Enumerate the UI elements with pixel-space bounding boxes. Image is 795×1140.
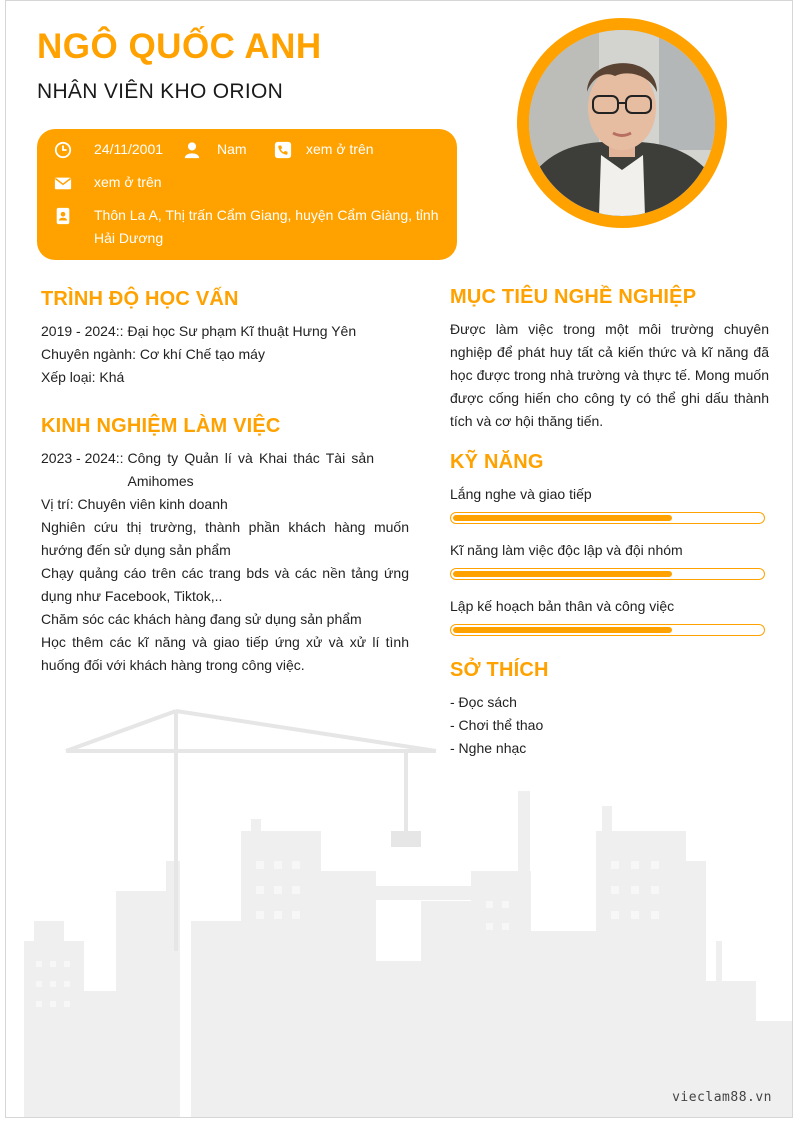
skill-bar-fill [453, 515, 672, 521]
education-grade: Xếp loại: Khá [41, 369, 125, 385]
skill-bar [450, 568, 765, 580]
contact-info-box [37, 129, 457, 260]
address-book-icon [54, 204, 74, 227]
education-entry [41, 320, 411, 343]
candidate-name: NGÔ QUỐC ANH [37, 27, 322, 66]
experience-company: Công ty Quản lí và Khai thác Tài sản Amihomes [127, 450, 374, 489]
experience-duty: Chạy quảng cáo trên các trang bds và các nền tảng ứng dụng như Facebook, Tiktok,.. [41, 565, 409, 604]
user-icon [183, 138, 203, 161]
contact-address [54, 204, 444, 250]
experience-title: KINH NGHIỆM LÀM VIỆC [41, 415, 281, 437]
experience-period: 2023 - 2024:: [41, 450, 124, 466]
education-period: 2019 - 2024:: [41, 323, 124, 339]
birthday-value: 24/11/2001 [94, 141, 164, 157]
skill-bar-fill [453, 627, 672, 633]
envelope-icon [54, 171, 74, 194]
site-watermark: vieclam88.vn [672, 1090, 772, 1105]
objective-title: MỤC TIÊU NGHỀ NGHIỆP [450, 286, 697, 308]
hobby-item: - Chơi thể thao [450, 717, 544, 733]
education-school: Đại học Sư phạm Kĩ thuật Hưng Yên [127, 323, 357, 339]
clock-icon [54, 138, 74, 161]
experience-duty: Nghiên cứu thị trường, thành phần khách hàng muốn hướng đến sử dụng sản phẩm [41, 519, 409, 558]
hobbies-title: SỞ THÍCH [450, 659, 549, 681]
city-skyline-illustration [6, 691, 793, 1118]
contact-email [54, 171, 162, 194]
experience-duty: Chăm sóc các khách hàng đang sử dụng sản phẩm [41, 611, 362, 627]
skill-bar-fill [453, 571, 672, 577]
skill-label: Lắng nghe và giao tiếp [450, 486, 592, 502]
experience-entry [41, 447, 374, 493]
education-title: TRÌNH ĐỘ HỌC VẤN [41, 288, 239, 310]
contact-phone [274, 138, 374, 161]
skill-label: Lập kế hoạch bản thân và công việc [450, 598, 675, 614]
skill-bar [450, 624, 765, 636]
address-value: Thôn La A, Thị trấn Cẩm Giang, huyện Cẩm Giàng, tỉnh Hải Dương [94, 207, 439, 246]
objective-text: Được làm việc trong một môi trường chuyên nghiệp để phát huy tất cả kiến thức và kĩ năng đã học được trong nhà trường và thực tế. Mong muốn được cống hiến cho công ty có thể ghi dấu thành tích và cơ hội thăng tiến. [450, 321, 769, 429]
profile-photo [529, 30, 715, 216]
phone-icon [274, 138, 294, 161]
skill-bar [450, 512, 765, 524]
gender-value: Nam [217, 141, 247, 157]
job-title: NHÂN VIÊN KHO ORION [37, 80, 284, 103]
experience-position: Vị trí: Chuyên viên kinh doanh [41, 496, 228, 512]
contact-gender [183, 138, 247, 161]
experience-duty: Học thêm các kĩ năng và giao tiếp ứng xử và xử lí tình huống đối với khách hàng trong công việc. [41, 634, 409, 673]
phone-value: xem ở trên [306, 141, 374, 157]
cv-page [5, 0, 793, 1118]
skills-title: KỸ NĂNG [450, 451, 544, 473]
profile-photo-frame [517, 18, 727, 228]
hobby-item: - Đọc sách [450, 694, 517, 710]
email-value: xem ở trên [94, 174, 162, 190]
education-major: Chuyên ngành: Cơ khí Chế tạo máy [41, 346, 265, 362]
contact-birthday [54, 138, 163, 161]
hobby-item: - Nghe nhạc [450, 740, 527, 756]
skill-label: Kĩ năng làm việc độc lập và đội nhóm [450, 542, 683, 558]
